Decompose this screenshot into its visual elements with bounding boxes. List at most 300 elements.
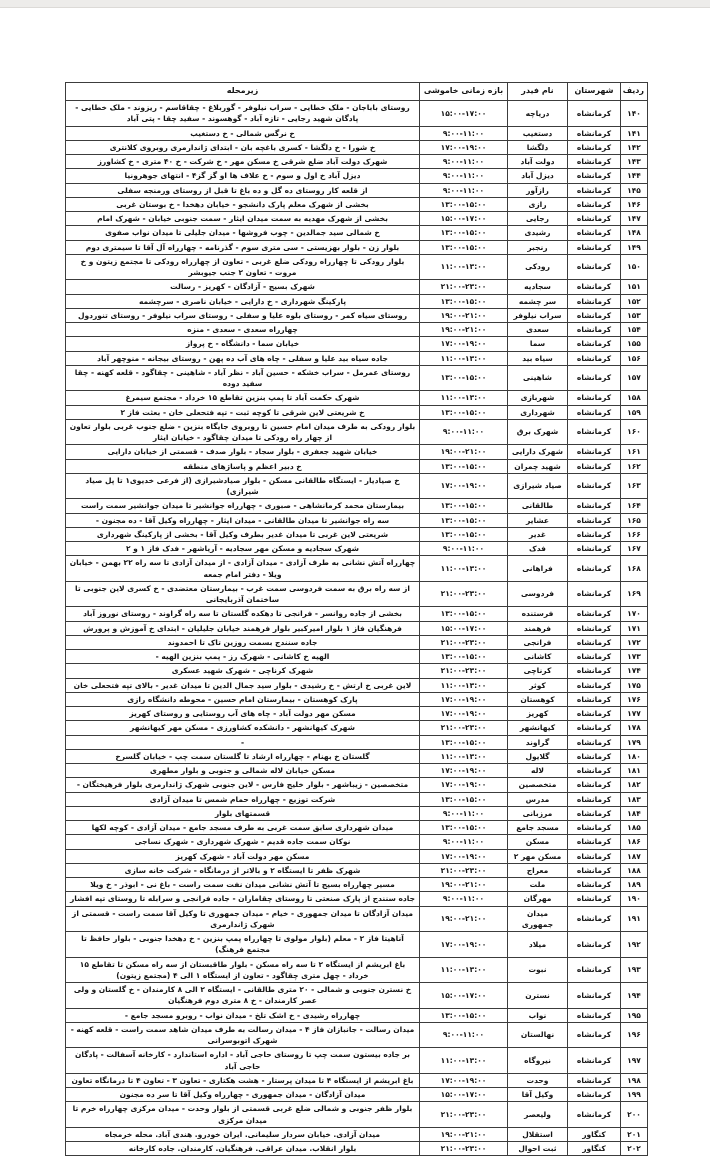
table-row (66, 226, 648, 240)
row-number-cell: ۱۴۱ (621, 126, 648, 140)
area-cell: از سه راه برق به سمت فردوسی سمت غرب - بیمارستان معتضدی - خ کسری لاین جنوبی تا ساختمان آذربایجانی (66, 581, 420, 607)
feeder-cell: لاله (508, 764, 568, 778)
table-row (66, 806, 648, 820)
row-number-cell: ۱۴۷ (621, 212, 648, 226)
feeder-cell: سر چشمه (508, 294, 568, 308)
table-row (66, 1142, 648, 1156)
county-cell: کرمانشاه (568, 155, 621, 169)
time-cell: ۱۷:۰۰-۱۹:۰۰ (420, 707, 508, 721)
table-row (66, 849, 648, 863)
row-number-cell: ۱۹۷ (621, 1048, 648, 1074)
time-cell: ۱۱:۰۰-۱۳:۰۰ (420, 957, 508, 983)
feeder-cell: غدیر (508, 527, 568, 541)
feeder-cell: متخصصین (508, 778, 568, 792)
feeder-cell: میدان جمهوری (508, 906, 568, 932)
row-number-cell: ۱۵۵ (621, 337, 648, 351)
time-cell: ۱۳:۰۰-۱۵:۰۰ (420, 513, 508, 527)
county-cell: کرمانشاه (568, 419, 621, 445)
county-cell: کرمانشاه (568, 323, 621, 337)
county-cell: کرمانشاه (568, 101, 621, 127)
county-cell: کرمانشاه (568, 183, 621, 197)
row-number-cell: ۱۷۲ (621, 635, 648, 649)
table-row (66, 678, 648, 692)
feeder-cell: نواب (508, 1008, 568, 1022)
county-cell: کرمانشاه (568, 664, 621, 678)
time-cell: ۹:۰۰-۱۱:۰۰ (420, 835, 508, 849)
time-cell: ۹:۰۰-۱۱:۰۰ (420, 806, 508, 820)
time-cell: ۹:۰۰-۱۱:۰۰ (420, 126, 508, 140)
feeder-cell: مسکن (508, 835, 568, 849)
time-cell: ۱۵:۰۰-۱۷:۰۰ (420, 983, 508, 1009)
time-cell: ۹:۰۰-۱۱:۰۰ (420, 419, 508, 445)
time-cell: ۱۳:۰۰-۱۵:۰۰ (420, 499, 508, 513)
table-row (66, 365, 648, 391)
feeder-cell: صیاد شیرازی (508, 473, 568, 499)
row-number-cell: ۱۹۸ (621, 1073, 648, 1087)
feeder-cell: کهریز (508, 707, 568, 721)
county-cell: کرمانشاه (568, 542, 621, 556)
area-cell: چهارراه رشیدی - خ اشک تلخ - میدان نواب - روبرو مسجد جامع - (66, 1008, 420, 1022)
row-number-cell: ۱۹۰ (621, 892, 648, 906)
time-cell: ۹:۰۰-۱۱:۰۰ (420, 542, 508, 556)
county-cell: کرمانشاه (568, 635, 621, 649)
area-cell: مسکن خیابان لاله شمالی و جنوبی و بلوار مطهری (66, 764, 420, 778)
row-number-cell: ۱۹۹ (621, 1088, 648, 1102)
row-number-cell: ۱۸۹ (621, 878, 648, 892)
time-cell: ۱۵:۰۰-۱۷:۰۰ (420, 1088, 508, 1102)
time-cell: ۱۳:۰۰-۱۵:۰۰ (420, 240, 508, 254)
row-number-cell: ۱۵۶ (621, 351, 648, 365)
table-row (66, 749, 648, 763)
row-number-cell: ۱۸۸ (621, 863, 648, 877)
feeder-cell: شهرک دارایی (508, 445, 568, 459)
area-cell: قسمتهای بلوار (66, 806, 420, 820)
row-number-cell: ۱۶۹ (621, 581, 648, 607)
time-cell: ۲۱:۰۰-۲۳:۰۰ (420, 1142, 508, 1156)
table-row (66, 169, 648, 183)
time-cell: ۱۳:۰۰-۱۵:۰۰ (420, 197, 508, 211)
county-cell: کرمانشاه (568, 650, 621, 664)
table-row (66, 542, 648, 556)
time-cell: ۱۳:۰۰-۱۵:۰۰ (420, 365, 508, 391)
area-cell: جاده سیاه بید علیا و سفلی - چاه های آب ده پهن - روستای بیجانه - منوچهر آباد (66, 351, 420, 365)
table-row (66, 197, 648, 211)
row-number-cell: ۱۵۰ (621, 254, 648, 280)
time-cell: ۱۹:۰۰-۲۱:۰۰ (420, 308, 508, 322)
county-cell: کرمانشاه (568, 1008, 621, 1022)
county-cell: کرمانشاه (568, 391, 621, 405)
time-cell: ۲۱:۰۰-۲۳:۰۰ (420, 721, 508, 735)
area-cell: خ نسترن جنوبی و شمالی - ۲۰ متری طالقانی - ایستگاه ۲ الی ۸ کارمندان - خ گلستان و ولی عصر کارمندان - خ ۸ متری دوم فرهنگیان (66, 983, 420, 1009)
time-cell: ۱۱:۰۰-۱۳:۰۰ (420, 1048, 508, 1074)
time-cell: ۱۵:۰۰-۱۷:۰۰ (420, 101, 508, 127)
table-row (66, 445, 648, 459)
county-cell: کرمانشاه (568, 792, 621, 806)
time-cell: ۱۷:۰۰-۱۹:۰۰ (420, 473, 508, 499)
county-cell: کنگاور (568, 1127, 621, 1141)
area-cell: باغ ابریشم از ایستگاه ۲ تا سه راه مسکن - بلوار طاقبستان از سه راه مسکن تا تقاطع ۱۵ خرداد - چهل متری چقاگود - تعاون از ایستگاه ۱ الی ۴ (مجتمع زیتون) (66, 957, 420, 983)
table-row (66, 183, 648, 197)
county-cell: کرمانشاه (568, 240, 621, 254)
area-cell: روستای باباجان - ملک خطایی - سراب نیلوفر - گوربلاغ - چقاقاسم - ریزوند - ملک خطایی - پادگان شهید رجایی - تازه آباد - گوهسوند - سفید چقا - پتی آباد (66, 101, 420, 127)
time-cell: ۲۱:۰۰-۲۳:۰۰ (420, 280, 508, 294)
county-cell: کرمانشاه (568, 849, 621, 863)
time-cell: ۹:۰۰-۱۱:۰۰ (420, 155, 508, 169)
time-cell: ۹:۰۰-۱۱:۰۰ (420, 183, 508, 197)
feeder-cell: طالقانی (508, 499, 568, 513)
area-cell: مسکن مهر دولت آباد - چاه های آب روستایی و روستای کهریز (66, 707, 420, 721)
time-cell: ۱۱:۰۰-۱۳:۰۰ (420, 556, 508, 582)
table-row (66, 405, 648, 419)
county-cell: کرمانشاه (568, 581, 621, 607)
feeder-cell: وکیل آقا (508, 1088, 568, 1102)
feeder-cell: ولیعصر (508, 1102, 568, 1128)
row-number-cell: ۱۹۵ (621, 1008, 648, 1022)
feeder-cell: عشایر (508, 513, 568, 527)
area-cell: خ شورا - خ دلگشا - کسری باغچه بان - ابتدای ژاندارمری روبروی کلانتری (66, 140, 420, 154)
area-cell: شهرک دولت آباد ضلع شرقی خ مسکن مهر - خ شرکت - خ ۴۰ متری - خ کشاورز (66, 155, 420, 169)
county-cell: کرمانشاه (568, 280, 621, 294)
row-number-cell: ۱۴۳ (621, 155, 648, 169)
time-cell: ۱۷:۰۰-۱۹:۰۰ (420, 764, 508, 778)
row-number-cell: ۱۸۷ (621, 849, 648, 863)
feeder-cell: نبوت (508, 957, 568, 983)
feeder-cell: فدک (508, 542, 568, 556)
area-cell: شریعتی لاین غربی تا میدان غدیر بطرف وکیل آقا - بخشی از پارکینگ شهرداری (66, 527, 420, 541)
table-row (66, 419, 648, 445)
table-row (66, 351, 648, 365)
table-row (66, 254, 648, 280)
feeder-cell: دستغیب (508, 126, 568, 140)
area-cell: خ صیادیار - ایستگاه طالقانی مسکن - بلوار صیادشیرازی (از فرعی خدیوی۱ تا پل صیاد شیرازی) (66, 473, 420, 499)
row-number-cell: ۱۶۰ (621, 419, 648, 445)
county-cell: کرمانشاه (568, 337, 621, 351)
time-cell: ۱۳:۰۰-۱۵:۰۰ (420, 650, 508, 664)
row-number-cell: ۱۷۳ (621, 650, 648, 664)
county-cell: کرمانشاه (568, 140, 621, 154)
table-row (66, 621, 648, 635)
feeder-cell: معراج (508, 863, 568, 877)
header-sub-neighborhood: زیرمحله (66, 83, 420, 101)
area-cell: خیابان سما - دانشگاه - خ پرواز (66, 337, 420, 351)
feeder-cell: فراهانی (508, 556, 568, 582)
county-cell: کرمانشاه (568, 294, 621, 308)
area-cell: بخشی از شهرک معلم پارک دانشجو - خیابان دهخدا - خ بوستان غربی (66, 197, 420, 211)
time-cell: ۱۳:۰۰-۱۵:۰۰ (420, 821, 508, 835)
row-number-cell: ۱۸۶ (621, 835, 648, 849)
county-cell: کرمانشاه (568, 835, 621, 849)
county-cell: کرمانشاه (568, 906, 621, 932)
area-cell: نوکان سمت جاده قدیم - شهرک شهرداری - شهرک نساجی (66, 835, 420, 849)
table-row (66, 337, 648, 351)
row-number-cell: ۱۷۹ (621, 735, 648, 749)
area-cell: خ دبیر اعظم و پاساژهای منطقه (66, 459, 420, 473)
row-number-cell: ۱۹۶ (621, 1022, 648, 1048)
time-cell: ۱۳:۰۰-۱۵:۰۰ (420, 405, 508, 419)
row-number-cell: ۱۶۲ (621, 459, 648, 473)
county-cell: کرمانشاه (568, 1073, 621, 1087)
time-cell: ۱۷:۰۰-۱۹:۰۰ (420, 932, 508, 958)
table-row (66, 581, 648, 607)
table-row (66, 650, 648, 664)
feeder-cell: کوهستان (508, 692, 568, 706)
table-row (66, 863, 648, 877)
area-cell: خ شریعتی لاین شرقی تا کوچه ثبت - تپه فتحعلی خان - بعثت فاز ۲ (66, 405, 420, 419)
county-cell: کرمانشاه (568, 735, 621, 749)
area-cell: مسکن مهر دولت آباد - شهرک کهریز (66, 849, 420, 863)
table-row (66, 607, 648, 621)
area-cell: بلوار ظفر جنوبی و شمالی ضلع غربی قسمتی از بلوار وحدت - میدان مرکزی چهارراه خرم تا میدان مرکزی (66, 1102, 420, 1128)
outage-schedule-table (65, 82, 648, 1156)
area-cell: شهرک سجادیه و مسکن مهر سجادیه - آریاشهر - فدک فاز ۱ و ۲ (66, 542, 420, 556)
area-cell: گلستان خ بهنام - چهارراه ارشاد تا گلستان سمت چپ - خیابان گلسرخ (66, 749, 420, 763)
row-number-cell: ۱۸۵ (621, 821, 648, 835)
feeder-cell: شهربازی (508, 391, 568, 405)
county-cell: کرمانشاه (568, 169, 621, 183)
time-cell: ۱۱:۰۰-۱۳:۰۰ (420, 254, 508, 280)
header-feeder: نام فیدر (508, 83, 568, 101)
time-cell: ۲۱:۰۰-۲۳:۰۰ (420, 664, 508, 678)
county-cell: کرمانشاه (568, 778, 621, 792)
row-number-cell: ۱۷۷ (621, 707, 648, 721)
time-cell: ۹:۰۰-۱۱:۰۰ (420, 892, 508, 906)
feeder-cell: گراوند (508, 735, 568, 749)
area-cell: آناهیتا فاز ۲ - معلم (بلوار مولوی تا چهارراه پمپ بنزین - خ دهخدا جنوبی - بلوار حافظ تا مجتمع فرهنگ) (66, 932, 420, 958)
table-row (66, 513, 648, 527)
feeder-cell: فرانجی (508, 635, 568, 649)
county-cell: کرمانشاه (568, 556, 621, 582)
time-cell: ۱۳:۰۰-۱۵:۰۰ (420, 294, 508, 308)
time-cell: ۱۱:۰۰-۱۳:۰۰ (420, 678, 508, 692)
table-header-row (66, 83, 648, 101)
county-cell: کرمانشاه (568, 1022, 621, 1048)
row-number-cell: ۱۶۴ (621, 499, 648, 513)
time-cell: ۱۳:۰۰-۱۵:۰۰ (420, 607, 508, 621)
feeder-cell: مسجد جامع (508, 821, 568, 835)
feeder-cell: مسکن مهر ۲ (508, 849, 568, 863)
row-number-cell: ۱۷۶ (621, 692, 648, 706)
table-row (66, 778, 648, 792)
area-cell: جاده سنندج از پارک صنعتی تا روستای چقاماران - جاده فرانجی و سرابله تا روستای تپه افشار (66, 892, 420, 906)
time-cell: ۱۳:۰۰-۱۵:۰۰ (420, 735, 508, 749)
time-cell: ۱۹:۰۰-۲۱:۰۰ (420, 1127, 508, 1141)
feeder-cell: شهید چمران (508, 459, 568, 473)
county-cell: کرمانشاه (568, 473, 621, 499)
table-row (66, 294, 648, 308)
time-cell: ۹:۰۰-۱۱:۰۰ (420, 169, 508, 183)
feeder-cell: فردوسی (508, 581, 568, 607)
county-cell: کرمانشاه (568, 821, 621, 835)
area-cell: پارک کوهستان - بیمارستان امام حسین - محوطه دانشگاه رازی (66, 692, 420, 706)
time-cell: ۲۱:۰۰-۲۳:۰۰ (420, 635, 508, 649)
time-cell: ۲۱:۰۰-۲۳:۰۰ (420, 581, 508, 607)
time-cell: ۱۹:۰۰-۲۱:۰۰ (420, 878, 508, 892)
feeder-cell: رازی (508, 197, 568, 211)
time-cell: ۱۹:۰۰-۲۱:۰۰ (420, 445, 508, 459)
county-cell: کرمانشاه (568, 513, 621, 527)
county-cell: کرمانشاه (568, 405, 621, 419)
county-cell: کرمانشاه (568, 459, 621, 473)
table-row (66, 821, 648, 835)
table-row (66, 1127, 648, 1141)
county-cell: کرمانشاه (568, 749, 621, 763)
row-number-cell: ۱۶۷ (621, 542, 648, 556)
table-row (66, 155, 648, 169)
feeder-cell: فرستنده (508, 607, 568, 621)
county-cell: کرمانشاه (568, 806, 621, 820)
time-cell: ۱۳:۰۰-۱۵:۰۰ (420, 226, 508, 240)
county-cell: کرمانشاه (568, 764, 621, 778)
row-number-cell: ۱۷۸ (621, 721, 648, 735)
feeder-cell: سما (508, 337, 568, 351)
county-cell: کرمانشاه (568, 621, 621, 635)
county-cell: کرمانشاه (568, 212, 621, 226)
row-number-cell: ۱۸۲ (621, 778, 648, 792)
table-row (66, 764, 648, 778)
row-number-cell: ۱۴۵ (621, 183, 648, 197)
time-cell: ۱۷:۰۰-۱۹:۰۰ (420, 140, 508, 154)
page-top-edge (0, 0, 710, 8)
time-cell: ۲۱:۰۰-۲۳:۰۰ (420, 1102, 508, 1128)
outage-table-body (66, 101, 648, 1156)
table-row (66, 499, 648, 513)
area-cell: از قلعه کار روستای ده گل و ده باغ تا قبل از روستای ورمنجه سفلی (66, 183, 420, 197)
county-cell: کرمانشاه (568, 721, 621, 735)
feeder-cell: شاهینی (508, 365, 568, 391)
feeder-cell: ملت (508, 878, 568, 892)
feeder-cell: کاشانی (508, 650, 568, 664)
row-number-cell: ۱۵۲ (621, 294, 648, 308)
table-row (66, 635, 648, 649)
county-cell: کرمانشاه (568, 678, 621, 692)
area-cell: متخصصین - زیباشهر - بلوار خلیج فارس - لاین جنوبی شهرک ژاندارمری بلوار فرهیختگان - (66, 778, 420, 792)
table-row (66, 878, 648, 892)
time-cell: ۱۳:۰۰-۱۵:۰۰ (420, 1008, 508, 1022)
row-number-cell: ۱۷۴ (621, 664, 648, 678)
feeder-cell: نهالستان (508, 1022, 568, 1048)
table-row (66, 280, 648, 294)
row-number-cell: ۱۶۱ (621, 445, 648, 459)
time-cell: ۹:۰۰-۱۱:۰۰ (420, 1022, 508, 1048)
table-row (66, 1073, 648, 1087)
time-cell: ۱۷:۰۰-۱۹:۰۰ (420, 778, 508, 792)
feeder-cell: رجایی (508, 212, 568, 226)
time-cell: ۱۵:۰۰-۱۷:۰۰ (420, 212, 508, 226)
county-cell: کرمانشاه (568, 126, 621, 140)
county-cell: کنگاور (568, 1142, 621, 1156)
table-row (66, 792, 648, 806)
county-cell: کرمانشاه (568, 957, 621, 983)
feeder-cell: کوثر (508, 678, 568, 692)
area-cell: - (66, 735, 420, 749)
feeder-cell: شهرک برق (508, 419, 568, 445)
time-cell: ۱۳:۰۰-۱۵:۰۰ (420, 527, 508, 541)
county-cell: کرمانشاه (568, 254, 621, 280)
row-number-cell: ۱۷۵ (621, 678, 648, 692)
table-row (66, 721, 648, 735)
row-number-cell: ۱۹۲ (621, 932, 648, 958)
feeder-cell: مهرگان (508, 892, 568, 906)
feeder-cell: استقلال (508, 1127, 568, 1141)
feeder-cell: سعدی (508, 323, 568, 337)
time-cell: ۱۷:۰۰-۱۹:۰۰ (420, 1073, 508, 1087)
area-cell: شهرک کرناچی - شهرک شهید عسکری (66, 664, 420, 678)
feeder-cell: دلگشا (508, 140, 568, 154)
row-number-cell: ۱۴۰ (621, 101, 648, 127)
table-row (66, 308, 648, 322)
area-cell: شهرک حکمت آباد تا پمپ بنزین تقاطع ۱۵ خرداد - مجتمع سیمرغ (66, 391, 420, 405)
table-row (66, 391, 648, 405)
row-number-cell: ۱۵۱ (621, 280, 648, 294)
area-cell: بلوار رودکی تا چهارراه رودکی ضلع غربی - تعاون از چهارراه رودکی تا مجتمع زیتون و خ مروت - تعاون ۲ جنب جیوبشر (66, 254, 420, 280)
table-row (66, 323, 648, 337)
area-cell: بیمارستان محمد کرمانشاهی - صبوری - چهارراه جوانشیر تا میدان جوانشیر سمت راست (66, 499, 420, 513)
feeder-cell: مرزبانی (508, 806, 568, 820)
row-number-cell: ۲۰۲ (621, 1142, 648, 1156)
feeder-cell: فرهمند (508, 621, 568, 635)
area-cell: بخشی از جاده روانسر - فرانجی تا دهکده گلستان تا سه راه گراوند - روستای نوروز آباد (66, 607, 420, 621)
time-cell: ۱۱:۰۰-۱۳:۰۰ (420, 351, 508, 365)
row-number-cell: ۱۴۹ (621, 240, 648, 254)
row-number-cell: ۱۶۸ (621, 556, 648, 582)
area-cell: پارکینگ شهرداری - خ دارایی - خیابان ناصری - سرچشمه (66, 294, 420, 308)
area-cell: فرهنگیان فاز ۱ بلوار امیرکبیر بلوار فرهمند خیابان جلیلیان - ابتدای خ آموزش و پرورش (66, 621, 420, 635)
feeder-cell: مدرس (508, 792, 568, 806)
time-cell: ۱۹:۰۰-۲۱:۰۰ (420, 906, 508, 932)
area-cell: بلوار زن - بلوار بهزیستی - سی متری سوم - گذرنامه - چهارراه آل آقا تا سیمتری دوم (66, 240, 420, 254)
time-cell: ۱۱:۰۰-۱۳:۰۰ (420, 391, 508, 405)
row-number-cell: ۱۹۴ (621, 983, 648, 1009)
area-cell: جاده سنندج بسمت روزین تاک تا احمدوند (66, 635, 420, 649)
feeder-cell: گلایول (508, 749, 568, 763)
header-row-number: ردیف (621, 83, 648, 101)
feeder-cell: سراب نیلوفر (508, 308, 568, 322)
time-cell: ۱۵:۰۰-۱۷:۰۰ (420, 621, 508, 635)
feeder-cell: وحدت (508, 1073, 568, 1087)
time-cell: ۱۳:۰۰-۱۵:۰۰ (420, 459, 508, 473)
county-cell: کرمانشاه (568, 365, 621, 391)
table-row (66, 892, 648, 906)
feeder-cell: رازآور (508, 183, 568, 197)
row-number-cell: ۱۹۱ (621, 906, 648, 932)
area-cell: میدان آزادی. خیابان سردار سلیمانی. ایران خودرو. هندی آباد. محله خرمجاه (66, 1127, 420, 1141)
county-cell: کرمانشاه (568, 1102, 621, 1128)
table-row (66, 1088, 648, 1102)
area-cell: باغ ابریشم از ایستگاه ۴ تا میدان پرستار - هشت هکتاری - تعاون ۳ - تعاون ۴ تا درمانگاه تعاون (66, 1073, 420, 1087)
table-row (66, 692, 648, 706)
time-cell: ۱۷:۰۰-۱۹:۰۰ (420, 337, 508, 351)
row-number-cell: ۱۸۴ (621, 806, 648, 820)
feeder-cell: دریاچه (508, 101, 568, 127)
area-cell: دیزل آباد خ اول و سوم - خ علاف ها او گز گز۴ - انتهای جوهرونیا (66, 169, 420, 183)
header-county: شهرستان (568, 83, 621, 101)
time-cell: ۱۷:۰۰-۱۹:۰۰ (420, 692, 508, 706)
row-number-cell: ۱۶۶ (621, 527, 648, 541)
county-cell: کرمانشاه (568, 1088, 621, 1102)
county-cell: کرمانشاه (568, 226, 621, 240)
area-cell: خ نرگس شمالی - خ دستغیب (66, 126, 420, 140)
feeder-cell: کرناچی (508, 664, 568, 678)
area-cell: بلوار رودکی به طرف میدان امام حسین تا روبروی جایگاه بنزین - ضلع جنوب غربی بلوار تعاون از چهار راه رودکی تا میدان چقاگود - خیابان ایثار (66, 419, 420, 445)
area-cell: بخشی از شهرک مهدیه به سمت میدان ایثار - سمت جنوبی خیابان - شهرک امام (66, 212, 420, 226)
area-cell: چهارراه آتش نشانی به طرف آزادی - میدان آزادی - از میدان آزادی تا سه راه ۲۲ بهمن - خیابان ویلا - دفتر امام جمعه (66, 556, 420, 582)
area-cell: شرکت توزیع - چهارراه حمام شمس تا میدان آزادی (66, 792, 420, 806)
row-number-cell: ۱۴۸ (621, 226, 648, 240)
county-cell: کرمانشاه (568, 351, 621, 365)
feeder-cell: دولت آباد (508, 155, 568, 169)
area-cell: خ شمالی سید جمالدین - چوب فروشها - میدان جلیلی تا میدان نواب صفوی (66, 226, 420, 240)
row-number-cell: ۱۸۱ (621, 764, 648, 778)
